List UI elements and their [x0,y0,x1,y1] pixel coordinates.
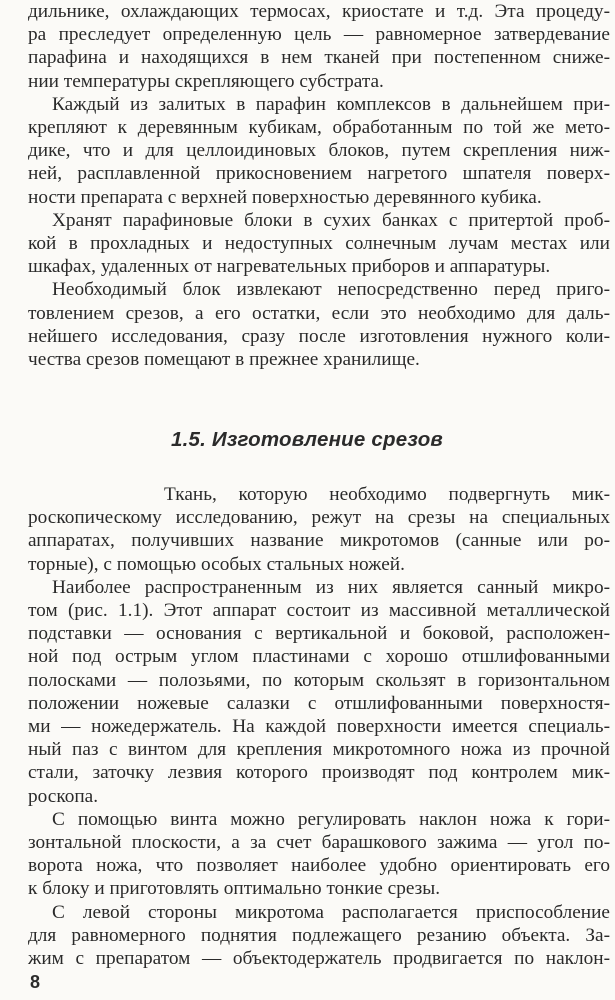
text-line: Наиболее распространенным из них является санный микро- [52,576,610,598]
text-line: ности препарата с верхней поверхностью деревянного кубика. [28,186,542,208]
text-line: ный паз с винтом для крепления микротомного ножа из прочной [28,739,610,761]
text-line: полосками — полозьями, по которым скользят в горизонтальном [28,669,610,691]
page-number: 8 [30,972,41,992]
text-line: к блоку и приготовлять оптимально тонкие срезы. [28,878,441,900]
section-heading: 1.5. Изготовление срезов [171,428,444,451]
text-line: Хранят парафиновые блоки в сухих банках с притертой проб- [52,209,610,231]
text-line: чества срезов помещают в прежнее хранилище. [28,349,420,371]
paragraph [28,278,610,371]
text-line: роскопическому исследованию, режут на срезы на специальных [28,507,610,529]
paragraph [28,576,610,808]
text-line: Каждый из залитых в парафин комплексов в дальнейшем при- [52,93,610,115]
text-line: ми — ножедержатель. На каждой поверхности имеется специаль- [28,716,610,738]
text-line: дике, что и для целлоидиновых блоков, путем скрепления ниж- [28,140,610,162]
text-line: нейшего исследования, сразу после изготовления нужного коли- [28,325,610,347]
paragraph [28,901,610,971]
text-line: кой в прохладных и недоступных солнечным лучам местах или [28,233,610,255]
text-line: С помощью винта можно регулировать наклон ножа к гори- [52,808,610,830]
text-line: роскопа. [28,785,99,807]
text-line: жим с препаратом — объектодержатель продвигается по наклон- [28,948,610,970]
text-line: ра преследует определенную цель — равномерное затвердевание [28,24,610,46]
text-line: дильнике, охлаждающих термосах, криостате и т.д. Эта процеду- [28,1,610,22]
paragraph [28,93,610,209]
paragraph [28,209,610,279]
text-line: стали, заточку лезвия которого производят под контролем мик- [28,762,610,784]
text-line: нии температуры скрепляющего субстрата. [28,70,384,92]
text-line: ной под острым углом пластинами с хорошо отшлифованными [28,646,610,668]
text-line: подставки — основания с вертикальной и боковой, расположен- [28,623,610,645]
text-line: зонтальной плоскости, а за счет барашкового зажима — угол по- [28,832,610,854]
text-line: парафина и находящихся в нем тканей при постепенном сниже- [28,47,610,69]
text-line: крепляют к деревянным кубикам, обработанным по той же мето- [28,117,610,139]
text-line: С левой стороны микротома располагается приспособление [52,901,610,923]
text-line: товлением срезов, а его остатки, если это необходимо для даль- [28,302,610,324]
paragraph [28,483,610,576]
text-line: торные), с помощью особых стальных ножей. [28,553,405,575]
text-line: Необходимый блок извлекают непосредственно перед приго- [52,279,610,301]
paragraph [28,0,610,93]
text-line: для равномерного поднятия подлежащего резанию объекта. За- [28,924,610,946]
text-line: аппаратах, получивших название микротомов (санные или ро- [28,530,610,552]
text-block-top [28,0,610,371]
text-line: ней, расплавленной прикосновением нагретого шпателя поверх- [28,163,610,185]
text-line: том (рис. 1.1). Этот аппарат состоит из массивной металлической [28,600,610,622]
text-line: положении ножевые салазки с отшлифованными поверхностя- [28,692,610,714]
text-line: шкафах, удаленных от нагревательных приборов и аппаратуры. [28,256,551,278]
paragraph [28,808,610,901]
text-line: Ткань, которую необходимо подвергнуть мик- [164,484,610,505]
text-line: ворота ножа, что позволяет наиболее удобно ориентировать его [28,855,610,877]
document-page [28,0,610,1000]
text-block-bottom [28,483,610,970]
